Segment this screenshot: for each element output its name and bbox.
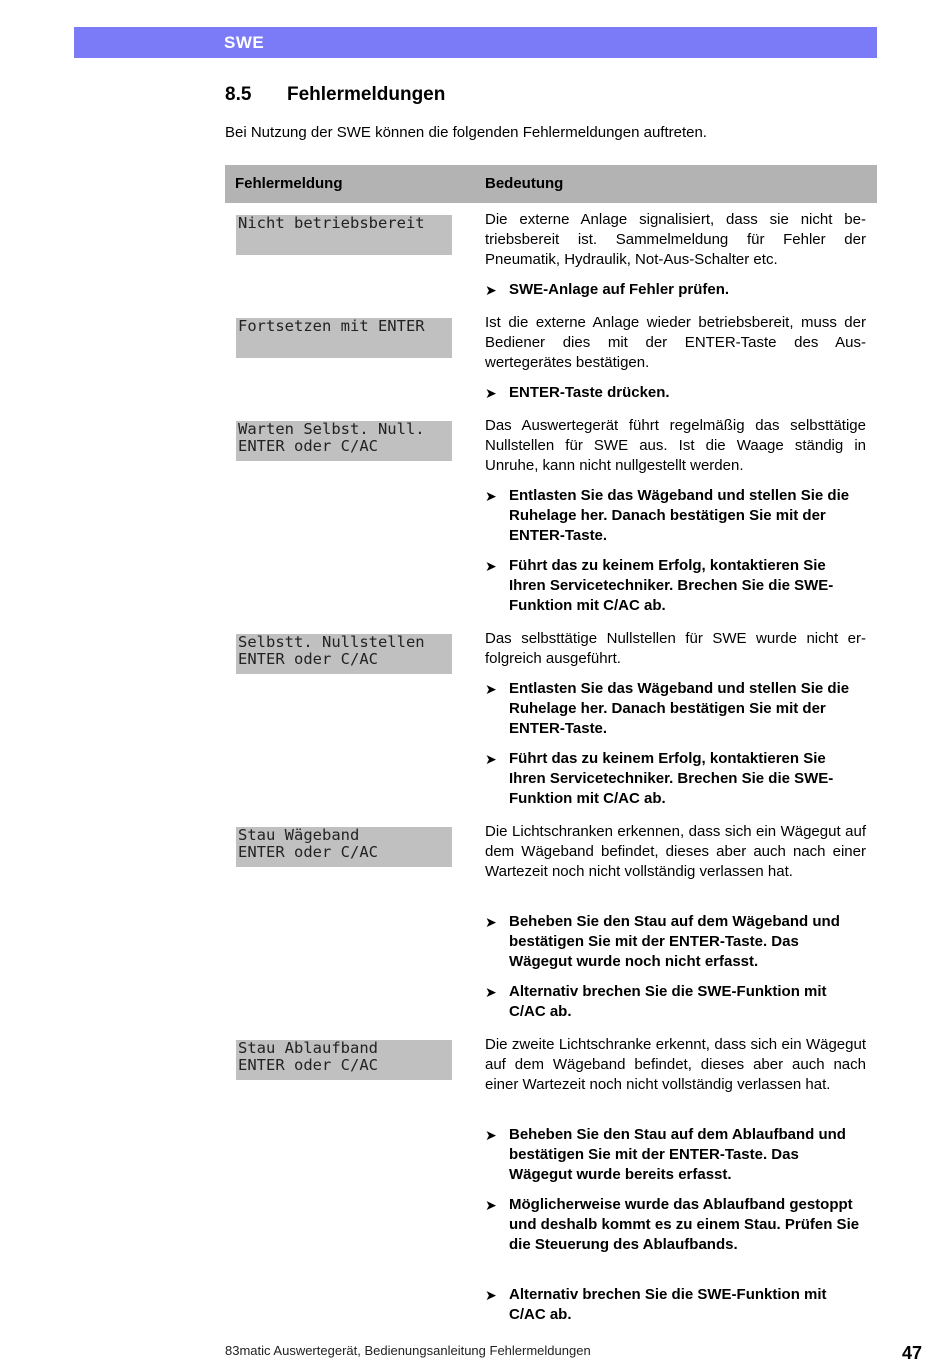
lcd-line: Fortsetzen mit ENTER: [238, 318, 425, 335]
arrow-icon: ➤: [485, 1287, 497, 1303]
arrow-icon: ➤: [485, 681, 497, 697]
action-item: [485, 556, 866, 616]
error-description: Das selbsttätige Nullstellen für SWE wurde nicht erfolgreich ausgeführt.: [485, 630, 866, 667]
column-header-message: Fehlermeldung: [235, 175, 343, 192]
arrow-icon: ➤: [485, 488, 497, 504]
lcd-message: [236, 318, 452, 358]
lcd-message: [236, 634, 452, 674]
action-item: [485, 982, 866, 1022]
table-header: [225, 165, 877, 203]
section-number: 8.5: [225, 84, 252, 105]
lcd-line: ENTER oder C/AC: [238, 437, 378, 455]
action-text: Führt das zu keinem Erfolg, kontaktieren Sie Ihren Servicetechniker. Brechen Sie die SWE-Funktion mit C/AC ab.: [509, 557, 834, 614]
arrow-icon: ➤: [485, 558, 497, 574]
action-item: [485, 1285, 866, 1325]
section-heading: Fehlermeldungen: [287, 84, 446, 105]
action-item: [485, 912, 866, 972]
action-text: Entlasten Sie das Wägeband und stellen Sie die Ruhelage her. Danach bestätigen Sie mit der ENTER-Taste.: [509, 487, 850, 544]
action-text: Alternativ brechen Sie die SWE-Funktion mit C/AC ab.: [509, 1286, 827, 1323]
chapter-label: SWE: [224, 33, 265, 52]
lcd-line: ENTER oder C/AC: [238, 650, 378, 668]
arrow-icon: ➤: [485, 1127, 497, 1143]
lcd-line: ENTER oder C/AC: [238, 843, 378, 861]
lcd-line: Stau Wägeband: [238, 827, 360, 844]
action-text: ENTER-Taste drücken.: [509, 384, 670, 401]
error-description: Ist die externe Anlage wieder betriebsbereit, muss der Bediener dies mit der ENTER-Taste des Auswertegerätes bestätigen.: [485, 314, 866, 371]
arrow-icon: ➤: [485, 984, 497, 1000]
action-item: [485, 280, 866, 300]
action-item: [485, 749, 866, 809]
footer-text: 83matic Auswertegerät, Bedienungsanleitung Fehlermeldungen: [225, 1343, 591, 1358]
error-description: Die zweite Lichtschranke erkennt, dass sich ein Wägegut auf dem Wägeband befindet, dieses aber auch nach einer Wartezeit noch nicht vollständig verlassen hat.: [485, 1036, 866, 1093]
error-description: Die externe Anlage signalisiert, dass sie nicht betriebsbereit ist. Sammelmeldung für Fehler der Pneumatik, Hydraulik, Not-Aus-Schalter etc.: [485, 211, 866, 268]
arrow-icon: ➤: [485, 282, 497, 298]
section-title: [225, 84, 445, 106]
page-number: 47: [902, 1343, 923, 1363]
lcd-message: [236, 827, 452, 867]
action-item: [485, 1195, 866, 1255]
action-text: Beheben Sie den Stau auf dem Wägeband und bestätigen Sie mit der ENTER-Taste. Das Wägegut wurde noch nicht erfasst.: [509, 913, 840, 970]
action-item: [485, 383, 866, 403]
action-item: [485, 1125, 866, 1185]
arrow-icon: ➤: [485, 1197, 497, 1213]
action-text: Beheben Sie den Stau auf dem Ablaufband und bestätigen Sie mit der ENTER-Taste. Das Wägegut wurde bereits erfasst.: [509, 1126, 846, 1183]
action-text: Entlasten Sie das Wägeband und stellen Sie die Ruhelage her. Danach bestätigen Sie mit der ENTER-Taste.: [509, 680, 850, 737]
action-text: SWE-Anlage auf Fehler prüfen.: [509, 281, 730, 298]
action-text: Alternativ brechen Sie die SWE-Funktion mit C/AC ab.: [509, 983, 827, 1020]
column-header-meaning: Bedeutung: [485, 175, 564, 192]
lcd-line: Nicht betriebsbereit: [238, 215, 425, 232]
error-description: Die Lichtschranken erkennen, dass sich ein Wägegut auf dem Wägeband befindet, dieses aber auch nach einer Wartezeit noch nicht vollständig verlassen hat.: [485, 823, 866, 880]
error-description: Das Auswertegerät führt regelmäßig das selbsttätige Nullstellen für SWE aus. Ist die Waage ständig in Unruhe, kann nicht nullgestellt werden.: [485, 417, 866, 474]
action-text: Möglicherweise wurde das Ablaufband gestoppt und deshalb kommt es zu einem Stau. Prüfen Sie die Steuerung des Ablaufbands.: [509, 1196, 860, 1253]
lcd-message: [236, 215, 452, 255]
arrow-icon: ➤: [485, 914, 497, 930]
intro-paragraph: Bei Nutzung der SWE können die folgenden Fehlermeldungen auftreten.: [225, 124, 707, 141]
lcd-line: Selbstt. Nullstellen: [238, 634, 425, 651]
arrow-icon: ➤: [485, 751, 497, 767]
lcd-line: Warten Selbst. Null.: [238, 421, 425, 438]
lcd-message: [236, 421, 452, 461]
arrow-icon: ➤: [485, 385, 497, 401]
action-item: [485, 679, 866, 739]
action-text: Führt das zu keinem Erfolg, kontaktieren Sie Ihren Servicetechniker. Brechen Sie die SWE-Funktion mit C/AC ab.: [509, 750, 834, 807]
lcd-line: ENTER oder C/AC: [238, 1056, 378, 1074]
lcd-message: [236, 1040, 452, 1080]
lcd-line: Stau Ablaufband: [238, 1040, 378, 1057]
chapter-header-bar: [74, 27, 877, 58]
action-item: [485, 486, 866, 546]
